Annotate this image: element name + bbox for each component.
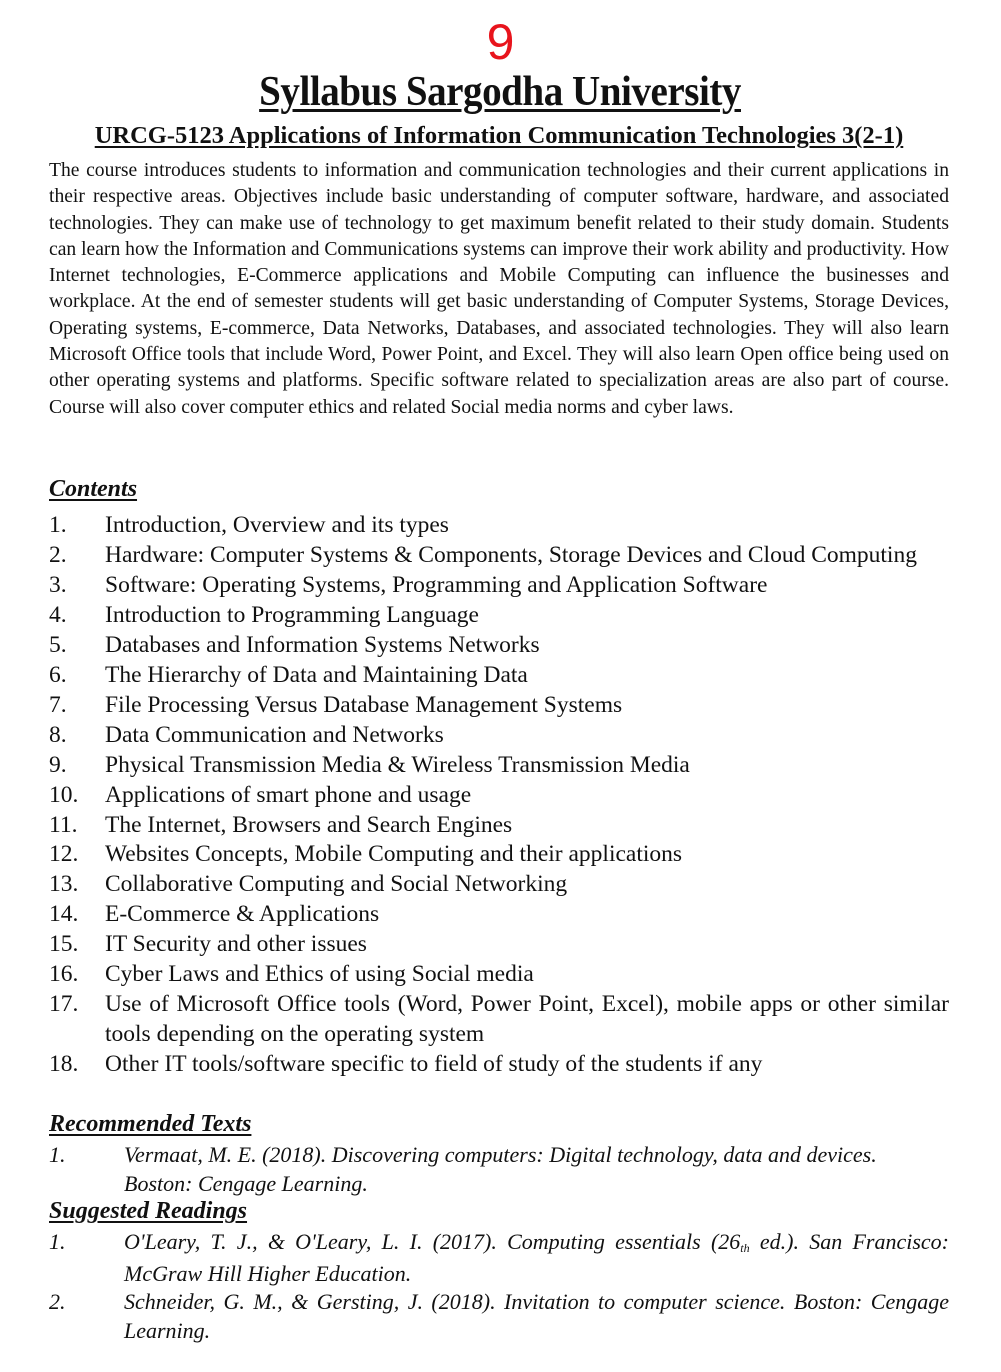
item-text: Databases and Information Systems Networks (105, 631, 540, 658)
item-text: E-Commerce & Applications (105, 901, 380, 928)
list-item (49, 900, 949, 930)
item-number: 14. (49, 901, 79, 928)
page-number: 9 (486, 14, 515, 70)
item-text: IT Security and other issues (105, 931, 367, 958)
list-item (49, 1050, 949, 1080)
list-item (49, 811, 949, 841)
item-text: Cyber Laws and Ethics of using Social media (105, 961, 534, 988)
item-number: 11. (49, 811, 78, 838)
reference-text-part: ed.). San Francisco: McGraw Hill Higher Education. (124, 1229, 949, 1286)
item-text: Introduction to Programming Language (105, 601, 479, 628)
reference-number: 1. (49, 1229, 66, 1254)
list-item (49, 601, 949, 631)
suggested-readings-heading: Suggested Readings (49, 1198, 248, 1224)
page-title-container (0, 68, 1001, 116)
item-text: Applications of smart phone and usage (105, 781, 472, 808)
item-text: The Internet, Browsers and Search Engines (105, 811, 513, 838)
contents-heading: Contents (49, 476, 138, 502)
reference-number: 2. (49, 1289, 66, 1314)
item-number: 10. (49, 781, 79, 808)
reference-item (49, 1288, 949, 1345)
item-number: 12. (49, 841, 79, 868)
list-item (49, 840, 949, 870)
item-number: 6. (49, 661, 67, 688)
list-item (49, 960, 949, 990)
page-title: Syllabus Sargodha University (259, 69, 742, 115)
reference-text (124, 1228, 949, 1288)
course-description: The course introduces students to information and communication technologies and their current applications in their respective areas. Objectives include basic understanding of computer software, hardware, and associated technologies. They can make use of technology to get maximum benefit related to their study domain. Students can learn how the Information and Communications systems can improve their work ability and productivity. How Internet technologies, E-Commerce applications and Mobile Computing can influence the businesses and workplace. At the end of semester students will get basic understanding of Computer Systems, Storage Devices, Operating systems, E-commerce, Data Networks, Databases, and associated technologies. They will also learn Microsoft Office tools that include Word, Power Point, and Excel. They will also learn Open office being used on other operating systems and platforms. Specific software related to specialization areas are also part of course. Course will also cover computer ethics and related Social media norms and cyber laws. (49, 160, 949, 418)
list-item (49, 751, 949, 781)
item-number: 9. (49, 751, 67, 778)
reference-text: Vermaat, M. E. (2018). Discovering computers: Digital technology, data and devices. Boston: Cengage Learning. (124, 1142, 877, 1196)
item-text: Physical Transmission Media & Wireless Transmission Media (105, 751, 690, 778)
item-number: 2. (49, 541, 67, 568)
item-number: 13. (49, 871, 79, 898)
item-number: 18. (49, 1051, 79, 1078)
reference-text-part: O'Leary, T. J., & O'Leary, L. I. (2017). Computing essentials (26 (124, 1229, 741, 1254)
item-text: Hardware: Computer Systems & Components, Storage Devices and Cloud Computing (105, 541, 917, 568)
item-number: 16. (49, 961, 79, 988)
item-text: Data Communication and Networks (105, 721, 444, 748)
list-item (49, 781, 949, 811)
list-item (49, 721, 949, 751)
recommended-texts-heading: Recommended Texts (49, 1111, 252, 1137)
suggested-readings-list (49, 1228, 949, 1345)
item-number: 4. (49, 601, 67, 628)
item-text: File Processing Versus Database Management Systems (105, 691, 623, 718)
item-text: Collaborative Computing and Social Networking (105, 871, 568, 898)
item-number: 5. (49, 631, 67, 658)
list-item (49, 631, 949, 661)
recommended-texts-list (49, 1141, 949, 1198)
reference-item (49, 1141, 949, 1198)
list-item (49, 571, 949, 601)
list-item (49, 691, 949, 721)
item-text: Use of Microsoft Office tools (Word, Power Point, Excel), mobile apps or other similar tools depending on the operating system (105, 991, 949, 1048)
list-item (49, 661, 949, 691)
list-item (49, 511, 949, 541)
item-number: 8. (49, 721, 67, 748)
item-number: 7. (49, 691, 67, 718)
ordinal-superscript: th (740, 1241, 750, 1255)
list-item (49, 930, 949, 960)
reference-number: 1. (49, 1142, 66, 1167)
course-title: URCG-5123 Applications of Information Communication Technologies 3(2-1) (94, 122, 904, 149)
contents-list (49, 511, 949, 1080)
item-text: Introduction, Overview and its types (105, 512, 449, 538)
item-text: The Hierarchy of Data and Maintaining Data (105, 661, 528, 688)
item-number: 1. (49, 512, 67, 538)
reference-item (49, 1228, 949, 1288)
list-item (49, 990, 949, 1050)
item-text: Software: Operating Systems, Programming and Application Software (105, 571, 768, 598)
list-item (49, 870, 949, 900)
list-item (49, 541, 949, 571)
item-text: Websites Concepts, Mobile Computing and their applications (105, 841, 683, 868)
item-number: 3. (49, 571, 67, 598)
item-text: Other IT tools/software specific to field of study of the students if any (105, 1051, 763, 1078)
reference-text: Schneider, G. M., & Gersting, J. (2018). Invitation to computer science. Boston: Cengage Learning. (124, 1289, 949, 1343)
item-number: 15. (49, 931, 79, 958)
course-title-container (49, 122, 949, 150)
item-number: 17. (49, 991, 79, 1018)
